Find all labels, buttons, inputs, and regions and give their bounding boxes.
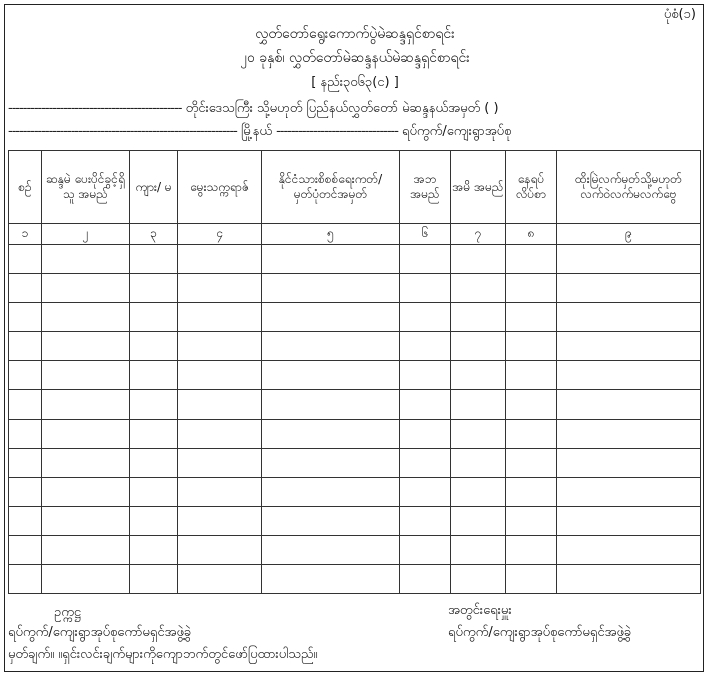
title-line-2: ၂၀ ခုနှစ်၊ လွှတ်တော်မဲဆန္ဒနယ်မဲဆန္ဒရှင်စာရင်း [240,50,470,66]
table-cell[interactable] [557,390,701,419]
table-cell[interactable] [557,535,701,564]
secretary-org: ရပ်ကွက်/ကျေးရွာအုပ်စုကော်မရှင်အဖွဲ့ခွဲ [448,625,632,640]
header-birth-date: မွေးသက္ကရာဇ် [178,151,262,224]
table-row [9,245,701,274]
table-row [9,390,701,419]
table-cell[interactable] [42,245,130,274]
table-cell[interactable] [178,535,262,564]
table-cell[interactable] [262,448,400,477]
table-cell[interactable] [9,303,42,332]
table-cell[interactable] [400,274,451,303]
table-cell[interactable] [506,477,557,506]
table-cell[interactable] [400,332,451,361]
table-cell[interactable] [262,274,400,303]
table-cell[interactable] [451,448,506,477]
table-cell[interactable] [262,535,400,564]
table-cell[interactable] [9,506,42,535]
table-row [9,564,701,593]
table-cell[interactable] [451,361,506,390]
table-cell[interactable] [451,390,506,419]
ward-label: ရပ်ကွက်/ကျေးရွာအုပ်စု [402,124,512,139]
table-cell[interactable] [262,564,400,593]
column-number: ၆ [400,224,451,245]
table-cell[interactable] [42,506,130,535]
column-number: ၂ [42,224,130,245]
table-cell[interactable] [130,506,178,535]
table-cell[interactable] [557,419,701,448]
table-cell[interactable] [400,303,451,332]
table-cell[interactable] [42,361,130,390]
table-cell[interactable] [506,245,557,274]
table-row [9,535,701,564]
column-number: ၄ [178,224,262,245]
table-row [9,506,701,535]
table-cell[interactable] [178,448,262,477]
table-cell[interactable] [178,477,262,506]
header-father-name: အဘ အမည် [400,151,451,224]
table-cell[interactable] [451,303,506,332]
title-line-1: လွှတ်တော်ရွေးကောက်ပွဲမဲဆန္ဒရှင်စာရင်း [255,26,455,42]
table-cell[interactable] [9,477,42,506]
table-cell[interactable] [400,564,451,593]
table-cell[interactable] [506,448,557,477]
header-address: နေရပ် လိပ်စာ [506,151,557,224]
table-cell[interactable] [506,419,557,448]
table-cell[interactable] [9,419,42,448]
remark-note: မှတ်ချက်။ ။ရှင်းလင်းချက်များကိုကျောဘက်တွင်ဖော်ပြထားပါသည်။ [8,647,318,662]
table-cell[interactable] [557,564,701,593]
table-cell[interactable] [451,506,506,535]
table-cell[interactable] [506,332,557,361]
secretary-title: အတွင်းရေးမှူး [448,603,512,618]
table-cell[interactable] [262,303,400,332]
table-cell[interactable] [130,448,178,477]
table-cell[interactable] [130,245,178,274]
table-cell[interactable] [9,390,42,419]
table-cell[interactable] [400,361,451,390]
table-cell[interactable] [262,506,400,535]
table-cell[interactable] [451,564,506,593]
table-cell[interactable] [400,419,451,448]
column-number: ၃ [130,224,178,245]
rule-reference: [ နည်း၃၀၆၃(င) ] [311,75,399,90]
table-cell[interactable] [506,274,557,303]
table-cell[interactable] [400,390,451,419]
table-cell[interactable] [9,448,42,477]
table-cell[interactable] [451,274,506,303]
table-cell[interactable] [178,419,262,448]
table-cell[interactable] [557,448,701,477]
table-cell[interactable] [400,506,451,535]
constituency-label: တိုင်းဒေသကြီး သို့မဟုတ် ပြည်နယ်လွှတ်တော် မဲဆန္ဒနယ်အမှတ် ( ) [185,101,499,116]
table-cell[interactable] [506,390,557,419]
table-cell[interactable] [178,274,262,303]
table-cell[interactable] [9,274,42,303]
column-number: ၉ [557,224,701,245]
table-cell[interactable] [451,535,506,564]
table-cell[interactable] [42,564,130,593]
table-cell[interactable] [557,477,701,506]
table-cell[interactable] [451,419,506,448]
table-row [9,477,701,506]
table-cell[interactable] [262,332,400,361]
header-gender: ကျား/ မ [130,151,178,224]
table-cell[interactable] [42,332,130,361]
table-cell[interactable] [9,564,42,593]
table-cell[interactable] [557,274,701,303]
table-cell[interactable] [130,390,178,419]
table-cell[interactable] [262,419,400,448]
table-cell[interactable] [178,361,262,390]
column-number: ၇ [451,224,506,245]
column-number: ၅ [262,224,400,245]
table-cell[interactable] [506,303,557,332]
table-cell[interactable] [400,535,451,564]
table-cell[interactable] [451,477,506,506]
header-serial: စဉ် [9,151,42,224]
table-cell[interactable] [130,564,178,593]
table-cell[interactable] [178,332,262,361]
table-row [9,332,701,361]
table-cell[interactable] [506,564,557,593]
table-cell[interactable] [178,506,262,535]
table-cell[interactable] [557,332,701,361]
table-cell[interactable] [42,448,130,477]
table-cell[interactable] [130,477,178,506]
column-number-row [9,224,701,245]
table-cell[interactable] [451,245,506,274]
township-row [8,123,511,142]
header-id-number: နိုင်ငံသားစိစစ်ရေးကတ်/ မှတ်ပုံတင်အမှတ် [262,151,400,224]
form-number: ပုံစံ(၁) [663,7,696,22]
table-cell[interactable] [130,303,178,332]
table-cell[interactable] [178,564,262,593]
table-cell[interactable] [130,361,178,390]
table-cell[interactable] [262,245,400,274]
constituency-row [8,100,499,119]
table-cell[interactable] [557,506,701,535]
chairman-title: ဥက္ကဋ္ဌ [54,605,81,620]
table-cell[interactable] [42,390,130,419]
header-voter-name: ဆန္ဒမဲ ပေးပိုင်ခွင့်ရှိသူ အမည် [42,151,130,224]
table-cell[interactable] [557,303,701,332]
table-cell[interactable] [400,477,451,506]
table-cell[interactable] [9,245,42,274]
table-cell[interactable] [557,245,701,274]
header-mother-name: အမိ အမည် [451,151,506,224]
table-cell[interactable] [178,303,262,332]
table-cell[interactable] [42,274,130,303]
chairman-org: ရပ်ကွက်/ကျေးရွာအုပ်စုကော်မရှင်အဖွဲ့ခွဲ [8,625,192,640]
table-cell[interactable] [178,245,262,274]
table-cell[interactable] [130,332,178,361]
table-cell[interactable] [130,535,178,564]
table-header-row [9,151,701,224]
table-cell[interactable] [42,303,130,332]
table-cell[interactable] [557,361,701,390]
township-blank[interactable]: -------------------------------------------------------------- [8,124,237,139]
table-row [9,303,701,332]
table-cell[interactable] [506,535,557,564]
table-cell[interactable] [42,419,130,448]
column-number: ၈ [506,224,557,245]
table-cell[interactable] [262,390,400,419]
table-row [9,419,701,448]
voter-list-table [8,150,701,594]
table-cell[interactable] [506,361,557,390]
table-cell[interactable] [400,245,451,274]
table-cell[interactable] [178,390,262,419]
header-signature: ထိုးမြဲလက်မှတ်သို့မဟုတ် လက်ဝဲလက်မလက်ဗွေ [557,151,701,224]
table-cell[interactable] [262,477,400,506]
table-cell[interactable] [42,535,130,564]
table-row [9,274,701,303]
table-row [9,361,701,390]
table-row [9,448,701,477]
table-cell[interactable] [451,332,506,361]
constituency-blank[interactable]: ----------------------------------------------- [8,101,182,116]
township-label: မြို့နယ် [240,124,272,139]
table-cell[interactable] [130,274,178,303]
column-number: ၁ [9,224,42,245]
table-cell[interactable] [9,535,42,564]
table-cell[interactable] [262,361,400,390]
table-cell[interactable] [506,506,557,535]
table-cell[interactable] [9,361,42,390]
table-cell[interactable] [130,419,178,448]
table-cell[interactable] [400,448,451,477]
table-cell[interactable] [9,332,42,361]
ward-blank[interactable]: --------------------------------- [276,124,398,139]
table-cell[interactable] [42,477,130,506]
